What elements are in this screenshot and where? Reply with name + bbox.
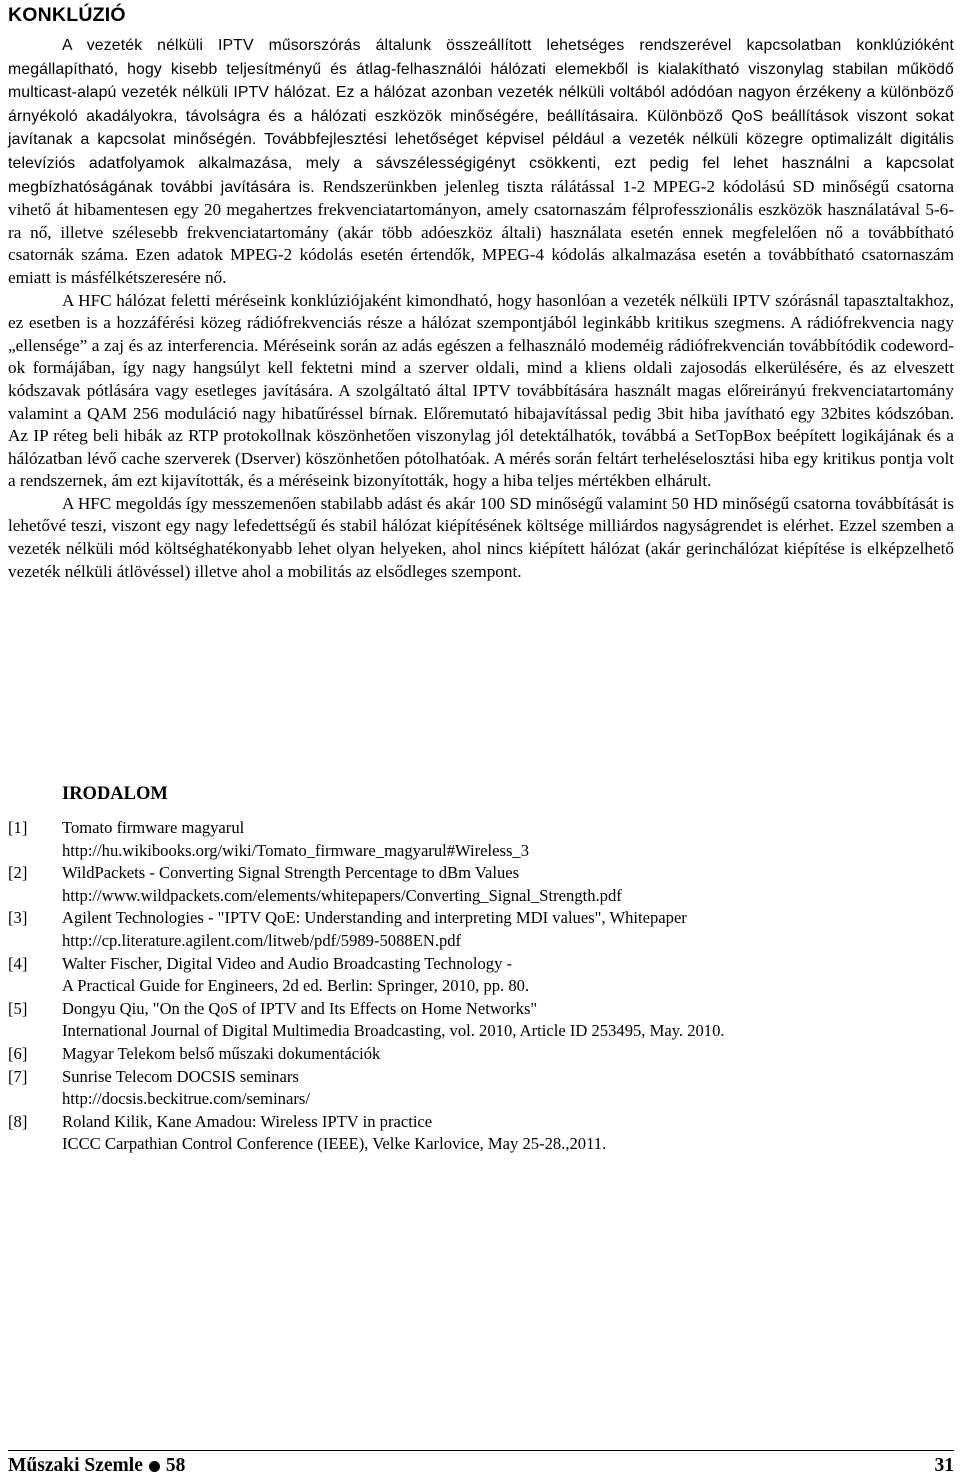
reference-title: Dongyu Qiu, "On the QoS of IPTV and Its Effects on Home Networks" [62,998,538,1018]
paragraph-1-sans-text: A vezeték nélküli IPTV műsorszórás általunk összeállított lehetséges rendszerével kapcsolatban konklúzióként megállapítható, hogy kisebb teljesítményű és átlag-felhasználói hálózati elemekből is kialakítható viszonylag stabilan működő multicast-alapú vezeték nélküli IPTV hálózat. Ez a hálózat azonban vezeték nélküli voltából adódóan nagyon érzékeny a különböző árnyékoló akadályokra, távolságra és a hálózati eszközök minőségére, beállításaira. Különböző QoS beállítások viszont sokat javítanak a kapcsolat minőségén. Továbbfejlesztési lehetőséget képvisel például a vezeték nélküli közegre optimalizált digitális televíziós adatfolyamok alkalmazása, mely a sávszélességigényt csökkenti, ezt pedig fel lehet használni a kapcsolat megbízhatóságának további javítására is. [8,37,954,196]
reference-item [8,953,954,998]
reference-number: [4] [8,953,28,973]
section-heading: KONKLÚZIÓ [8,4,126,26]
reference-item [8,862,954,907]
reference-title: Sunrise Telecom DOCSIS seminars [62,1066,299,1086]
reference-item [8,1111,954,1156]
reference-url[interactable]: http://hu.wikibooks.org/wiki/Tomato_firmware_magyarul#Wireless_3 [62,840,530,860]
reference-url[interactable]: http://www.wildpackets.com/elements/whitepapers/Converting_Signal_Strength.pdf [62,885,622,905]
reference-number: [2] [8,863,28,883]
reference-number: [3] [8,908,28,928]
reference-title: Tomato firmware magyarul [62,818,245,837]
conclusion-body [8,34,954,583]
references-list [8,817,954,1156]
reference-item [8,1066,954,1111]
reference-number: [1] [8,818,28,837]
reference-title: WildPackets - Converting Signal Strength Percentage to dBm Values [62,863,520,883]
footer-journal [8,1455,185,1477]
reference-number: [6] [8,1043,28,1063]
paragraph-1-serif-text: Rendszerünkben jelenleg tiszta rálátással 1-2 MPEG-2 kódolású SD minőségű csatorna vihető át hibamentesen egy 20 megahertzes frekvenciatartományon, amely csatornaszám félprofesszionális eszközök használatával 5-6-ra nő, illetve szélesebb frekvenciatartomány (akár több adóeszköz általi) használata esetén ennek megfelelően nő a továbbítható csatornák száma. Ezen adatok MPEG-2 kódolás esetén értendők, MPEG-4 kódolás alkalmazása esetén a továbbítható csatornaszám emiatt is másfélkétszeresére nő. [8,176,954,287]
reference-number: [8] [8,1111,28,1131]
reference-item [8,907,954,952]
footer-divider [8,1450,954,1451]
reference-title: Magyar Telekom belső műszaki dokumentációk [62,1043,381,1063]
reference-details: ICCC Carpathian Control Conference (IEEE), Velke Karlovice, May 25-28.,2011. [62,1134,607,1154]
references-title: IRODALOM [62,784,168,804]
paragraph-2 [8,290,954,493]
reference-number: [7] [8,1066,28,1086]
bullet-icon [149,1461,160,1472]
reference-item [8,817,954,862]
page-number: 31 [934,1455,954,1476]
reference-item [8,1043,954,1066]
reference-item [8,998,954,1043]
reference-title: Roland Kilik, Kane Amadou: Wireless IPTV in practice [62,1111,433,1131]
reference-title: Walter Fischer, Digital Video and Audio Broadcasting Technology - [62,953,513,973]
reference-details: International Journal of Digital Multimedia Broadcasting, vol. 2010, Article ID 253495, May. 2010. [62,1021,725,1041]
reference-details: A Practical Guide for Engineers, 2d ed. Berlin: Springer, 2010, pp. 80. [62,976,530,996]
reference-number: [5] [8,998,28,1018]
issue-number: 58 [165,1455,186,1476]
reference-url[interactable]: http://cp.literature.agilent.com/litweb/pdf/5989-5088EN.pdf [62,930,462,950]
reference-title: Agilent Technologies - "IPTV QoE: Understanding and interpreting MDI values", Whitepaper [62,908,687,928]
paragraph-3-text: A HFC megoldás így messzemenően stabilabb adást és akár 100 SD minőségű valamint 50 HD minőségű csatorna továbbítását is lehetővé teszi, viszont egy nagy lefedettségű és stabil hálózat kiépítésének költsége milliárdos nagyságrendet is elérhet. Ezzel szemben a vezeték nélküli mód költséghatékonyabb lehet olyan helyeken, ahol nincs kiépített hálózat (akár gerinchálózat kiépítése is elképzelhető vezeték nélküli átlövéssel) illetve ahol a mobilitás az elsődleges szempont. [8,493,954,581]
reference-url[interactable]: http://docsis.beckitrue.com/seminars/ [62,1089,310,1109]
paragraph-1 [8,34,954,290]
paragraph-3 [8,493,954,583]
paragraph-2-text: A HFC hálózat feletti méréseink konklúziójaként kimondható, hogy hasonlóan a vezeték nélküli IPTV szórásnál tapasztaltakhoz, ez esetben is a hozzáférési közeg rádiófrekvenciás része a hálózat szempontjából leginkább kritikus szegmens. A rádiófrekvencia nagy „ellensége” a zaj és az interferencia. Méréseink során az adás egészen a felhasználó modeméig rádiófrekvencián továbbítódik codeword-ok formájában, így nagy hangsúlyt kell fektetni mind a szerver oldali, mind a kliens oldali zajosodás elkerülésére, és az elveszett kódszavak pótlására vagy esetleges javítására. A szolgáltató által IPTV továbbítására használt magas előreirányú frekvenciatartomány valamint a QAM 256 moduláció nagy hibatűréssel bírnak. Előremutató hibajavítással pedig 3bit hiba javítható egy 32bites kódszóban. Az IP réteg beli hibák az RTP protokollnak köszönhetően viszonylag jól detektálhatók, továbbá a SetTopBox beépített logikájának és a hálózatban lévő cache szerverek (Dserver) köszönhetően pótolhatóak. A mérés során feltárt terheléselosztási hiba egy kritikus pontja volt a rendszernek, ám ezt kijavították, és a méréseink bizonyították, hogy a hiba teljes mértékben elhárult. [8,290,954,491]
journal-name: Műszaki Szemle [8,1455,143,1476]
